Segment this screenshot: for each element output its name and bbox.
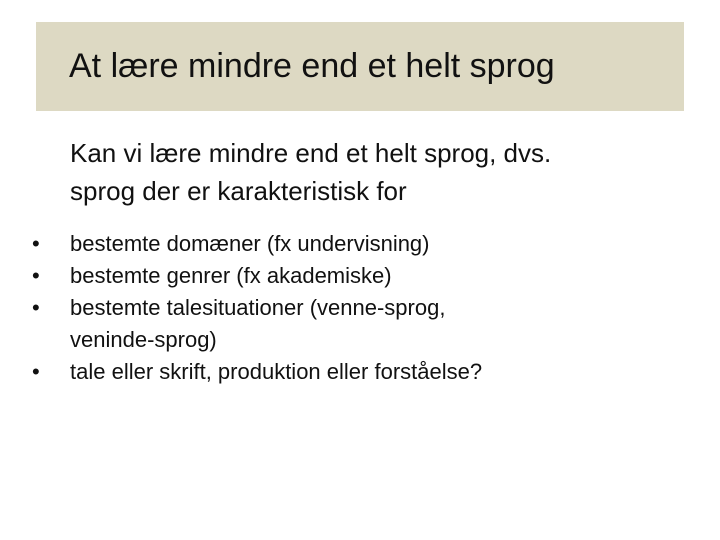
bullet-item-modalities [30, 356, 710, 388]
intro-paragraph [70, 134, 710, 210]
bullet-dot-icon: • [32, 263, 40, 288]
bullet-text: bestemte domæner (fx undervisning) [70, 231, 430, 256]
bullet-text: bestemte talesituationer (venne-sprog, [70, 295, 446, 320]
bullet-dot-icon: • [32, 295, 40, 320]
bullet-text: bestemte genrer (fx akademiske) [70, 263, 392, 288]
title-band [36, 22, 684, 111]
slide-title: At lære mindre end et helt sprog [69, 47, 555, 85]
bullet-text-continuation: veninde-sprog) [70, 327, 217, 352]
bullet-item-speech-situations [30, 292, 710, 356]
bullet-item-domains [30, 228, 710, 260]
bullet-text: tale eller skrift, produktion eller forståelse? [70, 359, 483, 384]
bullet-item-genres [30, 260, 710, 292]
bullet-dot-icon: • [32, 231, 40, 256]
intro-line-1: Kan vi lære mindre end et helt sprog, dvs. [70, 138, 552, 168]
bullet-list [30, 228, 710, 388]
intro-line-2: sprog der er karakteristisk for [70, 176, 407, 206]
bullet-dot-icon: • [32, 359, 40, 384]
